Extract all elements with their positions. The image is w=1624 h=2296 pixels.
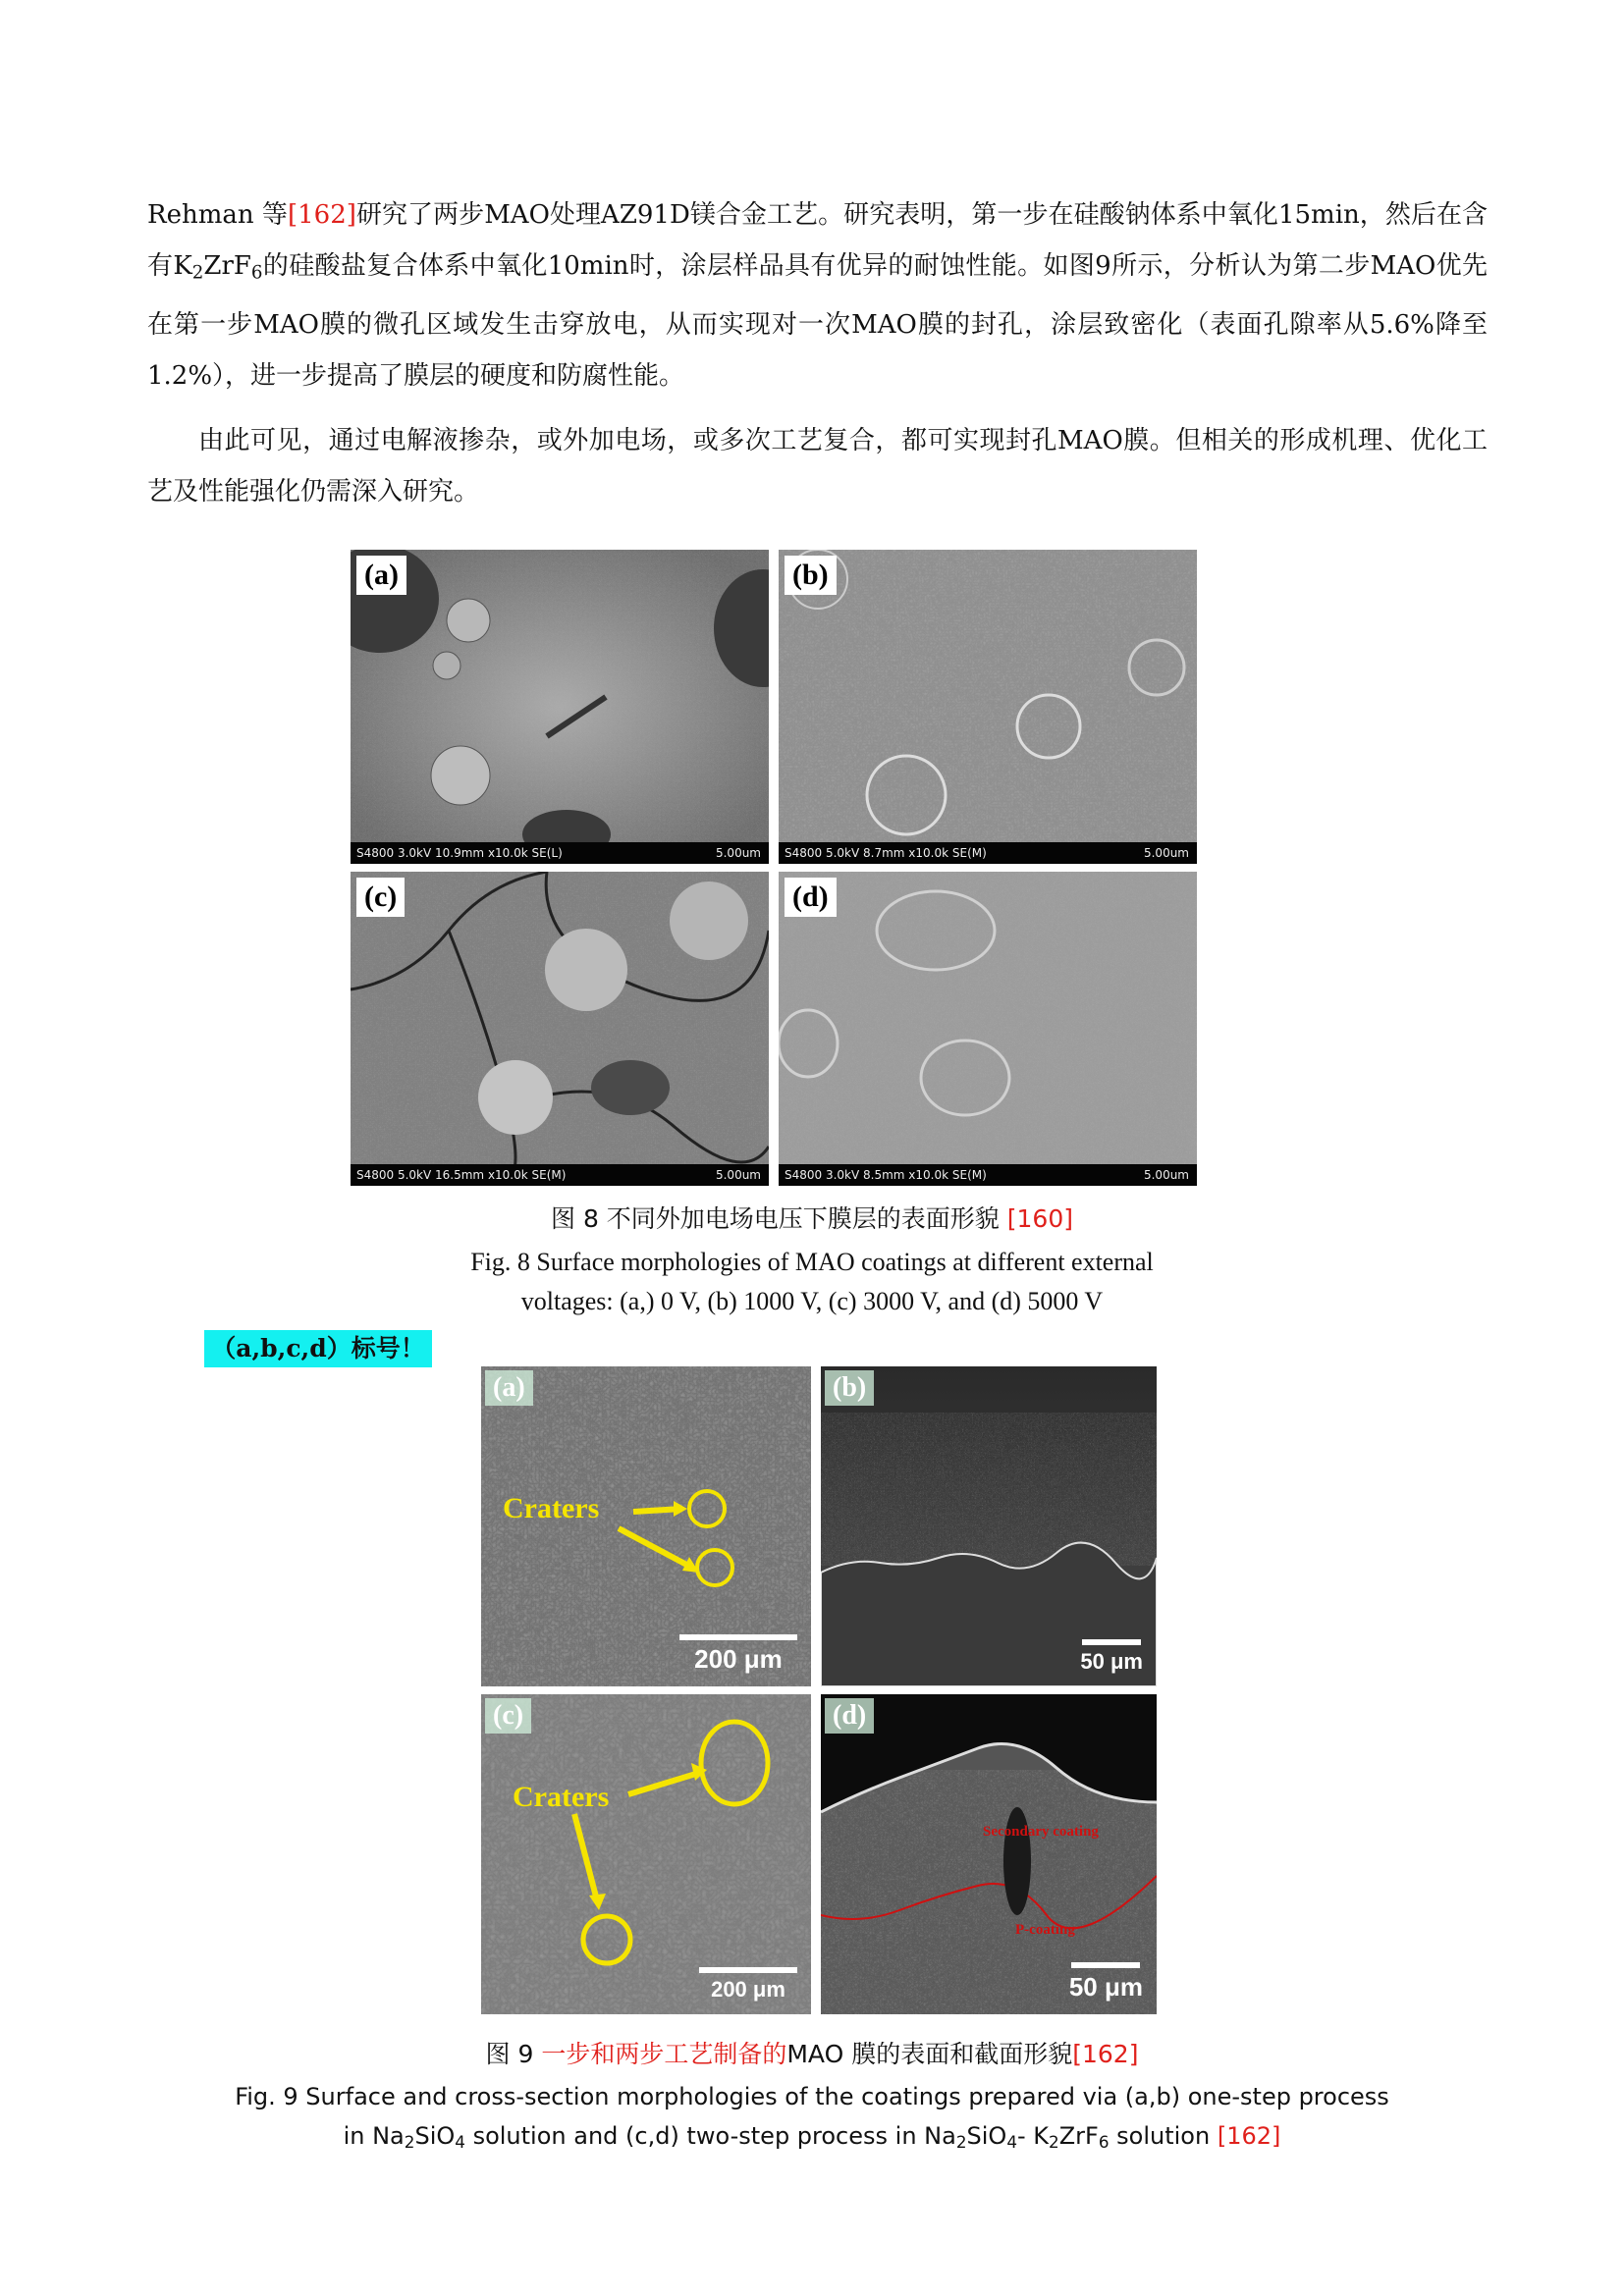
sem-info-bar: S4800 5.0kV 16.5mm x10.0k SE(M) 5.00um [351, 1164, 769, 1186]
secondary-coating-annotation: Secondary coating [983, 1824, 1099, 1840]
panel-label: (d) [825, 1698, 874, 1734]
paragraph-2: 由此可见，通过电解液掺杂，或外加电场，或多次工艺复合，都可实现封孔MAO膜。但相关的形成机理、优化工艺及性能强化仍需深入研究。 [147, 426, 1488, 507]
figure-8-caption-en: Fig. 8 Surface morphologies of MAO coatings at different external voltages: (a,) 0 V, (b) 1000 V, (c) 3000 V, and (d) 5000 V [470, 1248, 1154, 1315]
sem-texture [779, 550, 1197, 864]
scale-bar: 50 μm [1080, 1639, 1143, 1675]
sem-image-a [351, 550, 769, 864]
figure-9 [481, 1366, 1157, 2014]
sem-image-d [779, 872, 1197, 1186]
panel-label: (b) [825, 1370, 874, 1406]
panel-label: (b) [785, 556, 837, 595]
craters-annotation: Craters [513, 1781, 610, 1813]
sem-info-bar: S4800 3.0kV 8.5mm x10.0k SE(M) 5.00um [779, 1164, 1197, 1186]
sem-image-c [351, 872, 769, 1186]
sem-image-b [779, 550, 1197, 864]
sem-texture [351, 872, 769, 1186]
scale-bar: 200 μm [699, 1967, 797, 2002]
panel-label: (d) [785, 878, 837, 917]
sem-info-bar: S4800 3.0kV 10.9mm x10.0k SE(L) 5.00um [351, 842, 769, 864]
p-coating-annotation: P-coating [1015, 1922, 1075, 1938]
sem-image-b [821, 1366, 1157, 1686]
sem-info-bar: S4800 5.0kV 8.7mm x10.0k SE(M) 5.00um [779, 842, 1197, 864]
panel-label: (a) [485, 1370, 533, 1406]
panel-label: (a) [356, 556, 406, 595]
conjunction: 等 [261, 200, 288, 230]
sem-texture [351, 550, 769, 864]
scale-bar: 200 μm [679, 1634, 797, 1675]
sem-texture [779, 872, 1197, 1186]
citation-link[interactable]: [162] [1217, 2122, 1281, 2150]
sem-image-a [481, 1366, 811, 1686]
highlight-note: （a,b,c,d）标号！ [204, 1330, 432, 1367]
figure-9-caption-en: Fig. 9 Surface and cross-section morphologies of the coatings prepared via (a,b) one-step process in $Na_2SiO_4$ solution and (c,d) two-step process in $Na_2SiO_4-$ $K_2ZrF_6$ solution [162] [235, 2083, 1389, 2153]
sem-image-d [821, 1694, 1157, 2014]
figure-8-caption-cn: 图 8 不同外加电场电压下膜层的表面形貌 [160] [551, 1204, 1073, 1233]
citation-link[interactable]: [160] [1006, 1204, 1073, 1233]
craters-annotation: Craters [503, 1492, 600, 1524]
sem-image-c [481, 1694, 811, 2014]
citation-link[interactable]: [162] [1072, 2040, 1139, 2068]
figure-9-caption-cn: 图 9 一步和两步工艺制备的MAO 膜的表面和截面形貌[162] [485, 2040, 1139, 2068]
citation-link[interactable]: [162] [287, 200, 356, 230]
panel-label: (c) [356, 878, 405, 917]
panel-label: (c) [485, 1698, 531, 1734]
author-name: Rehman [147, 200, 254, 230]
figure-8 [351, 550, 1197, 1186]
paragraph-1: Rehman 等[162]研究了两步MAO处理AZ91D镁合金工艺。研究表明，第一步在硅酸钠体系中氧化15min，然后在含有$K_2ZrF_6$的硅酸盐复合体系中氧化10min时，涂层样品具有优异的耐蚀性能。如图9所示，分析认为第二步MAO优先在第一步MAO膜的微孔区域发生击穿放电，从而实现对一次MAO膜的封孔，涂层致密化（表面孔隙率从5.6%降至1.2%），进一步提高了膜层的硬度和防腐性能。 [147, 200, 1488, 391]
scale-bar: 50 μm [1069, 1962, 1143, 2002]
